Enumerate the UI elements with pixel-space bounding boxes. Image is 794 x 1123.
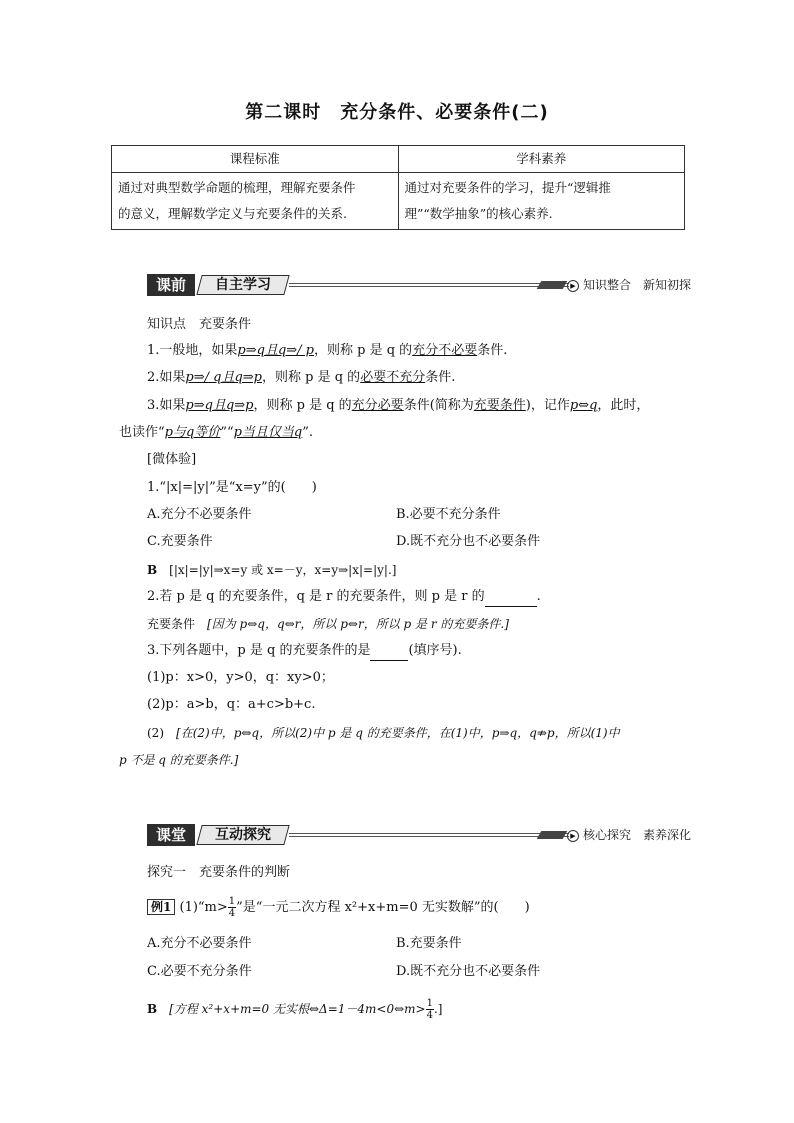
play-icon: ▶ [567,280,579,292]
q1-option-d: D.既不充分也不必要条件 [396,534,541,549]
explore-heading: 探究一 充要条件的判断 [147,865,291,880]
answer-1: B [|x|=|y|⇒x=y 或 x=－y，x=y⇒|x|=|y|.] [147,563,397,577]
q1-option-b: B.必要不充分条件 [396,507,501,522]
question-3: 3.下列各题中，p 是 q 的充要条件的是 (填序号). [147,642,462,661]
table-header-literacy: 学科素养 [398,146,685,173]
example-label: 例1 [147,899,175,915]
question-2: 2.若 p 是 q 的充要条件，q 是 r 的充要条件，则 p 是 r 的 . [147,588,541,607]
q1-option-c: C.充要条件 [147,534,213,549]
ex1-option-c: C.必要不充分条件 [147,964,252,979]
definition-3: 3.如果p⇒q且q⇒p，则称 p 是 q 的充分必要条件(简称为充要条件)，记作p⇔q，此时， [147,398,650,413]
banner-subtitle: 知识整合 新知初探 [583,278,692,292]
banner-wedge [537,281,568,289]
table-header-standard: 课程标准 [112,146,399,173]
example-1-answer: B [方程 x²+x+m=0 无实根⇔Δ=1－4m<0⇔m> $\frac{1}{4}$ .] [147,998,443,1021]
banner-tag: 课堂 [147,824,195,846]
knowledge-heading: 知识点 充要条件 [147,317,252,332]
banner-name: 互动探究 [215,827,271,843]
banner-name-box [196,825,289,845]
question-1: 1.“|x|=|y|”是“x=y”的( ) [147,480,317,495]
banner-wedge [537,831,568,839]
ex1-option-d: D.既不充分也不必要条件 [396,964,541,979]
banner-divider [289,283,569,287]
ex1-option-b: B.充要条件 [396,936,462,951]
q1-option-a: A.充分不必要条件 [147,507,252,522]
answer-3-cont: p 不是 q 的充要条件.] [119,753,239,767]
definition-2: 2.如果p⇒/ q且q⇒p，则称 p 是 q 的必要不充分条件. [147,370,456,385]
play-icon: ▶ [567,830,579,842]
answer-3: (2) [在(2)中，p⇔q，所以(2)中 p 是 q 的充要条件，在(1)中，p⇒q，q⇏p，所以(1)中 [147,726,620,740]
section-banner-inclass [147,824,707,846]
q3-item-2: (2)p：a>b，q：a+c>b+c. [147,697,316,712]
curriculum-table [111,145,685,230]
banner-subtitle: 核心探究 素养深化 [583,828,692,842]
ex1-option-a: A.充分不必要条件 [147,936,252,951]
mini-practice-label: [微体验] [147,452,197,467]
section-banner-preclass [147,274,707,296]
definition-1: 1.一般地，如果p⇒q且q⇒/ p，则称 p 是 q 的充分不必要条件. [147,343,508,358]
table-cell-literacy: 通过对充要条件的学习，提升“逻辑推 理”“数学抽象”的核心素养. [398,173,685,230]
banner-name: 自主学习 [215,277,271,293]
q3-item-1: (1)p：x>0，y>0，q：xy>0； [147,670,334,685]
banner-name-box [196,275,289,295]
banner-divider [289,833,569,837]
banner-tag: 课前 [147,274,195,296]
example-1: 例1 (1)“m> $\frac{1}{4}$ ”是“一元二次方程 x²+x+m=0 无实数解”的( ) [147,896,530,920]
table-cell-standard: 通过对典型数学命题的梳理，理解充要条件 的意义，理解数学定义与充要条件的关系. [112,173,399,230]
page-title: 第二课时 充分条件、必要条件(二) [245,102,549,123]
answer-2: 充要条件 [因为 p⇔q，q⇔r，所以 p⇔r，所以 p 是 r 的充要条件.] [147,617,509,631]
definition-3-cont: 也读作“p与q等价”“p当且仅当q”. [119,425,314,440]
